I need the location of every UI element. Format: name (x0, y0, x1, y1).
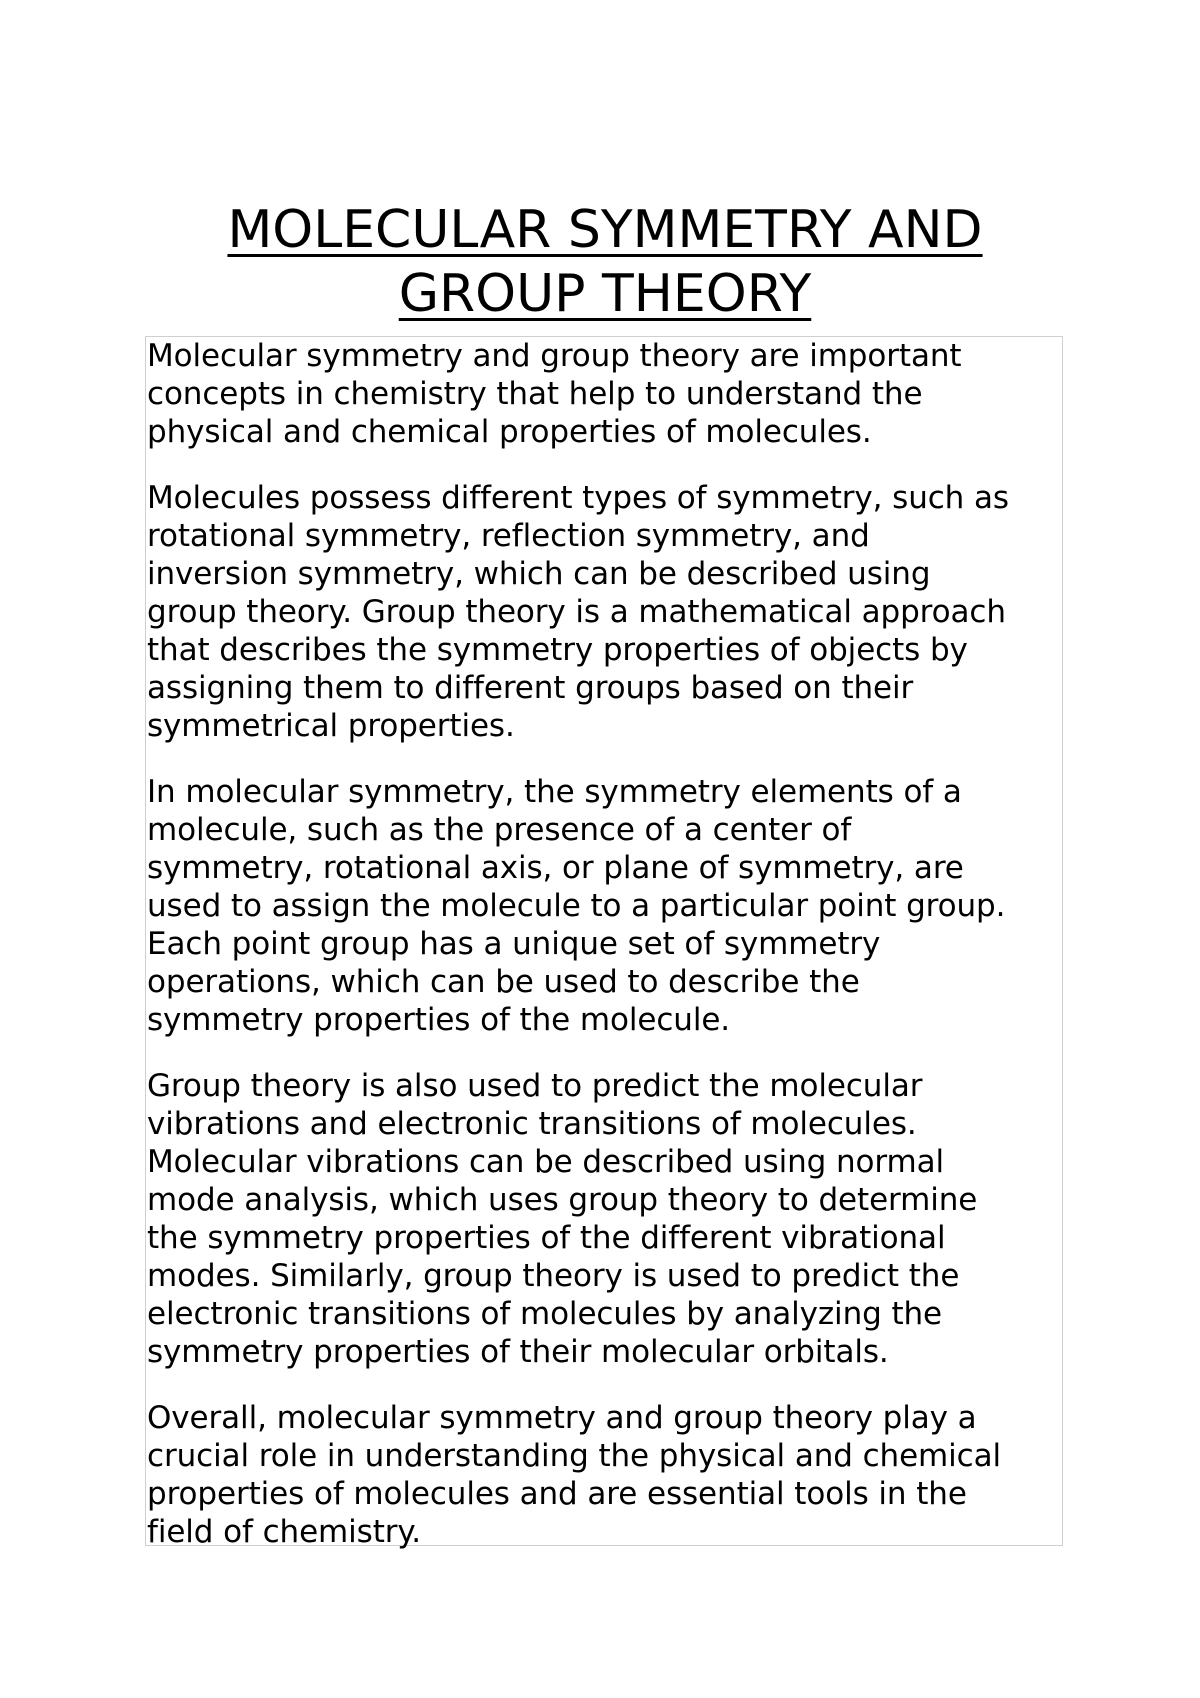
text-line: Overall, molecular symmetry and group theory play a (147, 1400, 977, 1436)
text-line: physical and chemical properties of molecules. (147, 414, 872, 450)
paragraph-conclusion (147, 1399, 1062, 1551)
paragraph-symmetry-types (147, 479, 1062, 745)
text-line: In molecular symmetry, the symmetry elements of a (147, 774, 962, 810)
text-line: mode analysis, which uses group theory to determine (147, 1182, 978, 1218)
text-line: Molecular vibrations can be described using normal (147, 1144, 945, 1180)
title-line: MOLECULAR SYMMETRY AND (227, 200, 983, 260)
text-box (145, 336, 1063, 1550)
text-line: operations, which can be used to describe the (147, 964, 860, 1000)
text-line: vibrations and electronic transitions of molecules. (147, 1106, 917, 1142)
text-line: Each point group has a unique set of symmetry (147, 926, 881, 962)
text-line: that describes the symmetry properties of objects by (147, 632, 968, 668)
text-line: rotational symmetry, reflection symmetry, and (147, 518, 870, 554)
text-line: the symmetry properties of the different vibrational (147, 1220, 946, 1256)
text-line: group theory. Group theory is a mathematical approach (147, 594, 1006, 630)
text-line: field of chemistry. (147, 1514, 421, 1550)
text-line: symmetrical properties. (147, 708, 515, 744)
text-line: inversion symmetry, which can be described using (147, 556, 931, 592)
text-line: concepts in chemistry that help to understand the (147, 376, 923, 412)
text-line: symmetry properties of their molecular orbitals. (147, 1334, 889, 1370)
paragraph-point-groups (147, 773, 1062, 1039)
text-line: properties of molecules and are essential tools in the (147, 1476, 967, 1512)
text-line: crucial role in understanding the physical and chemical (147, 1438, 1002, 1474)
text-line: Molecules possess different types of symmetry, such as (147, 480, 1009, 516)
text-line: Group theory is also used to predict the molecular (147, 1068, 923, 1104)
text-line: electronic transitions of molecules by analyzing the (147, 1296, 943, 1332)
text-line: used to assign the molecule to a particular point group. (147, 888, 1006, 924)
text-line: symmetry properties of the molecule. (147, 1002, 731, 1038)
text-line: symmetry, rotational axis, or plane of symmetry, are (147, 850, 964, 886)
text-line: Molecular symmetry and group theory are important (147, 338, 962, 374)
paragraph-intro (147, 337, 1062, 451)
paragraph-vibrations (147, 1067, 1062, 1371)
text-line: modes. Similarly, group theory is used to predict the (147, 1258, 960, 1294)
text-line: assigning them to different groups based on their (147, 670, 914, 706)
title-line: GROUP THEORY (398, 264, 812, 324)
document-title (145, 198, 1065, 326)
text-line: molecule, such as the presence of a center of (147, 812, 852, 848)
